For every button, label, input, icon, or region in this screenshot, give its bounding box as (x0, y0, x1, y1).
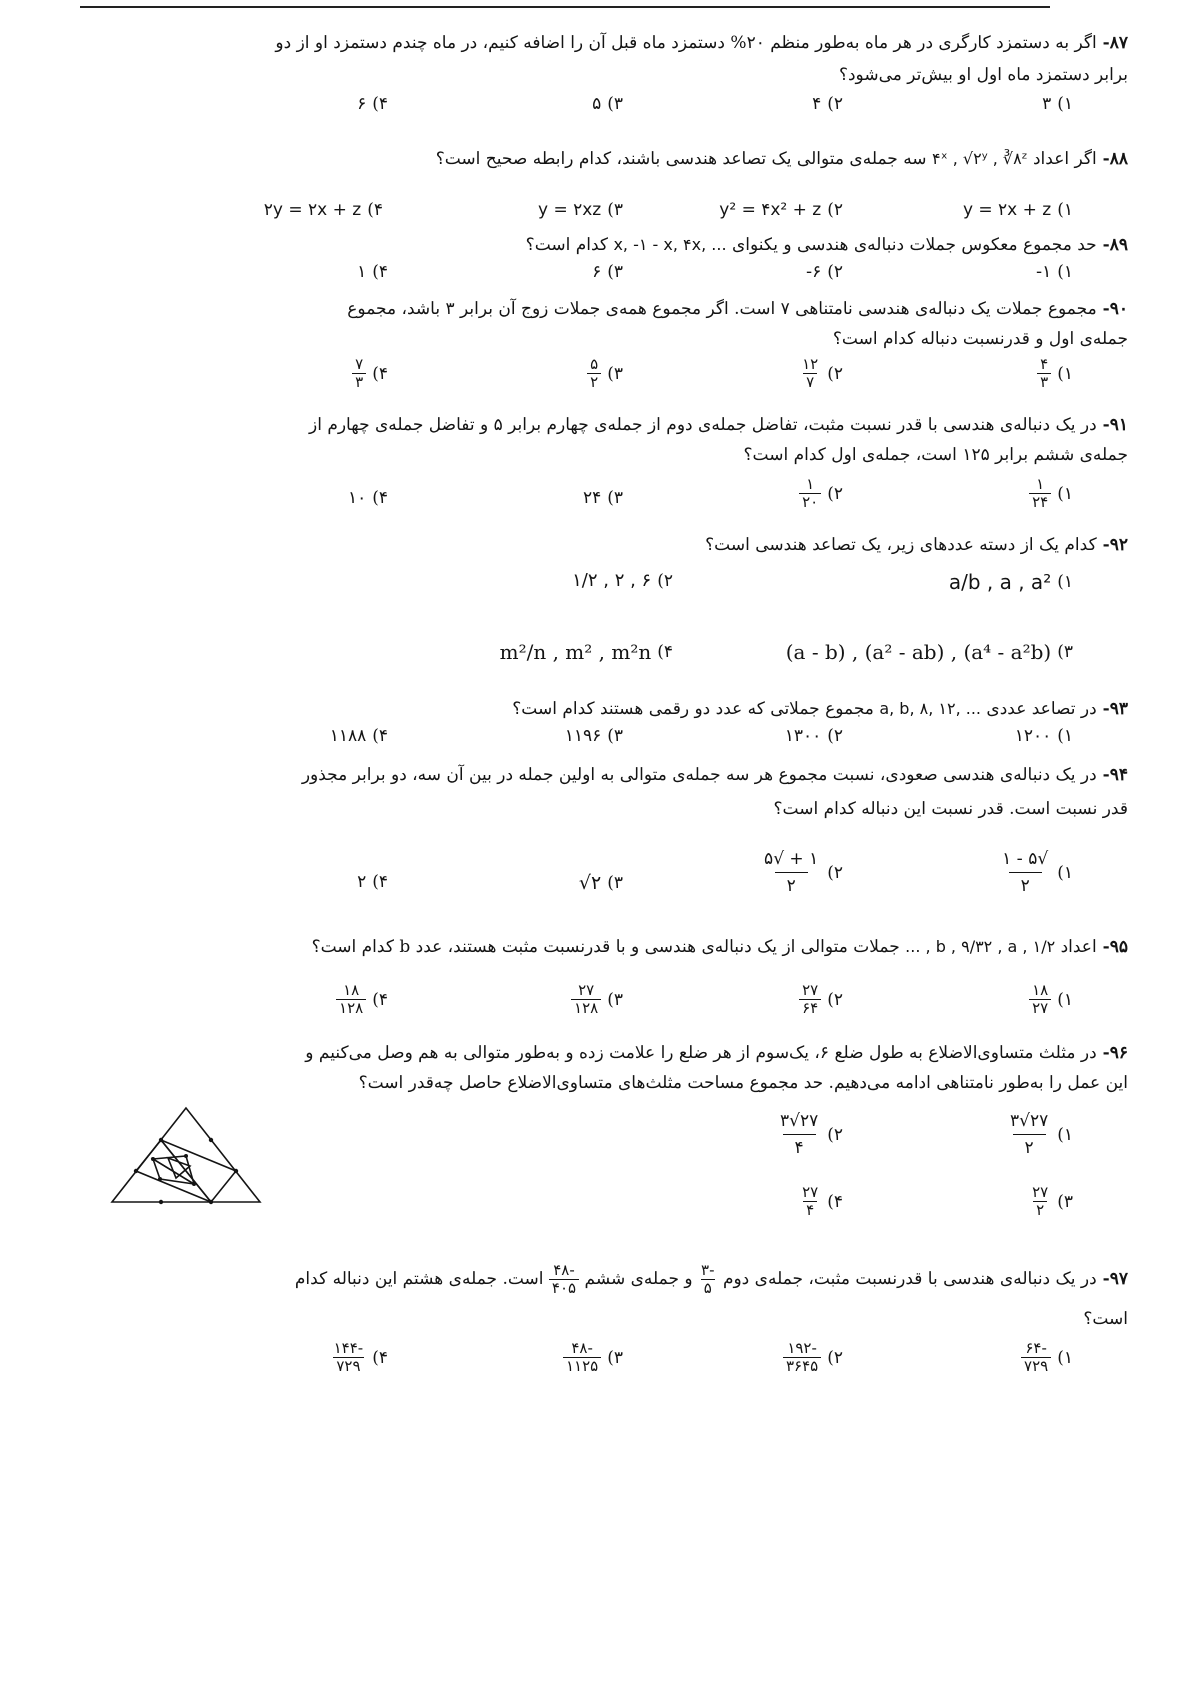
question-number: ۹۳- (1102, 699, 1128, 719)
question-97-options (88, 1340, 1128, 1386)
option-4[interactable]: ۴) ۶ (357, 94, 388, 114)
option-2[interactable]: ۲) $\frac{۱}{۲۰}$ (799, 476, 843, 511)
option-4[interactable]: ۴) $\frac{۷}{۳}$ (352, 356, 388, 391)
option-2[interactable]: ۲) ۱۳۰۰ (784, 726, 843, 746)
question-96-line1: ۹۶-در مثلث متساوی‌الاضلاع به طول ضلع ۶، یک‌سوم از هر ضلع را علامت زده و به‌طور متوالی به هم وصل می‌کنیم و (305, 1043, 1128, 1063)
option-1[interactable]: ۱) $\frac{-۶۴}{۷۲۹}$ (1021, 1340, 1073, 1375)
triangle-figure-svg (108, 1106, 264, 1206)
second-term-fraction: $\frac{-۳}{۵}$ (701, 1261, 715, 1297)
option-3[interactable]: ۳) $\frac{۲۷}{۱۲۸}$ (571, 982, 623, 1017)
question-95-options (88, 982, 1128, 1028)
question-number: ۸۸- (1102, 149, 1128, 169)
option-2[interactable]: ۲) ۴ (812, 94, 843, 114)
option-3[interactable]: ۳) $\frac{۲۷}{۲}$ (1032, 1183, 1073, 1219)
question-88-line1: ۸۸-اگر اعداد ۴ˣ , √۲ʸ , ∛۸ᶻ سه جمله‌ی متوالی یک تصاعد هندسی باشند، کدام رابطه صحیح است؟ (88, 146, 1128, 172)
option-2[interactable]: ۲) $\frac{-۱۹۲}{۳۶۴۵}$ (783, 1340, 843, 1375)
question-94-line1: ۹۴-در یک دنباله‌ی هندسی صعودی، نسبت مجموع هر سه جمله‌ی متوالی به اولین جمله در بین آن سه، دو برابر مجذور (301, 765, 1128, 785)
option-1[interactable]: ۱) -۱ (1035, 262, 1073, 282)
question-number: ۸۷- (1102, 33, 1128, 53)
option-2[interactable]: ۲) ۱/۲ , ۲ , ۶ (572, 570, 673, 591)
option-3[interactable]: ۳) y = ۲xz (537, 200, 623, 220)
option-3[interactable]: ۳) ۵ (592, 94, 623, 114)
question-number: ۹۶- (1102, 1043, 1128, 1063)
option-1[interactable]: ۱) $\frac{۱۸}{۲۷}$ (1029, 982, 1073, 1017)
question-92-options-row2 (88, 640, 1128, 680)
question-number: ۹۱- (1102, 415, 1128, 435)
question-number: ۹۴- (1102, 765, 1128, 785)
option-4[interactable]: ۴) m²/n , m² , m²n (499, 640, 673, 664)
question-92-options-row1 (88, 570, 1128, 610)
option-3[interactable]: ۳) √۲ (578, 872, 623, 894)
option-2[interactable]: ۲) -۶ (805, 262, 843, 282)
math-expression: a, b, ۸, ۱۲, ... (879, 699, 981, 718)
question-95-line1: ۹۵-اعداد ... , b , ۹/۳۲ , a , ۱/۲ جملات متوالی از یک دنباله‌ی هندسی و با قدرنسبت مثبت هستند، عدد b کدام است؟ (88, 934, 1128, 960)
question-89-options (88, 262, 1128, 290)
question-number: ۸۹- (1102, 235, 1128, 255)
question-87-line1: ۸۷-اگر به دستمزد کارگری در هر ماه به‌طور منظم ۲۰% دستمزد ماه قبل آن را اضافه کنیم، در ماه چندم دستمزد او از دو (275, 33, 1128, 53)
option-3[interactable]: ۳) ۶ (592, 262, 623, 282)
option-1[interactable]: ۱) ۳ (1042, 94, 1073, 114)
option-3[interactable]: ۳) (a - b) , (a² - ab) , (a⁴ - a²b) (785, 640, 1073, 664)
question-92-line1: ۹۲-کدام یک از دسته عددهای زیر، یک تصاعد هندسی است؟ (705, 535, 1128, 555)
option-4[interactable]: ۴) ۱۰ (347, 488, 388, 508)
question-94-line2: قدر نسبت است. قدر نسبت این دنباله کدام است؟ (773, 799, 1128, 819)
question-number: ۹۷- (1102, 1269, 1128, 1289)
option-3[interactable]: ۳) ۱۱۹۶ (564, 726, 623, 746)
question-93-line1: ۹۳-در تصاعد عددی a, b, ۸, ۱۲, ... مجموع جملاتی که عدد دو رقمی هستند کدام است؟ (88, 696, 1128, 722)
option-1[interactable]: ۱) $\frac{۱}{۲۴}$ (1029, 476, 1073, 511)
option-2[interactable]: ۲) y² = ۴x² + z (719, 200, 843, 220)
option-3[interactable]: ۳) ۲۴ (582, 488, 623, 508)
question-89-line1: ۸۹-حد مجموع معکوس جملات دنباله‌ی هندسی و یکنوای x, -۱ - x, ۴x, ... کدام است؟ (88, 232, 1128, 258)
option-4[interactable]: ۴) ۱ (357, 262, 388, 282)
option-4[interactable]: ۴) $\frac{۲۷}{۴}$ (802, 1183, 843, 1219)
question-number: ۹۵- (1102, 937, 1128, 957)
question-87-line2: برابر دستمزد ماه اول او بیش‌تر می‌شود؟ (838, 65, 1128, 85)
option-1[interactable]: ۱) y = ۲x + z (962, 200, 1073, 220)
question-94-options (88, 840, 1128, 910)
question-number: ۹۰- (1102, 299, 1128, 319)
option-4[interactable]: ۴) $\frac{۱۸}{۱۲۸}$ (336, 982, 388, 1017)
top-rule (80, 6, 1050, 8)
option-1[interactable]: ۱) a/b , a , a² (948, 570, 1073, 594)
math-expression: x, -۱ - x, ۴x, ... (613, 235, 727, 254)
question-96-line2: این عمل را به‌طور نامتناهی ادامه می‌دهیم. حد مجموع مساحت مثلث‌های متساوی‌الاضلاع حاصل چه‌قدر است؟ (358, 1073, 1128, 1093)
question-97-line2: است؟ (1083, 1309, 1128, 1329)
option-4[interactable]: ۴) $\frac{-۱۴۴}{۷۲۹}$ (333, 1339, 388, 1375)
option-4[interactable]: ۴) ۲ (357, 872, 388, 892)
option-2[interactable]: ۲) $\frac{۲۷}{۶۴}$ (799, 982, 843, 1017)
math-expression: ۴ˣ , √۲ʸ , ∛۸ᶻ (931, 149, 1028, 168)
math-expression: ... , b , ۹/۳۲ , a , ۱/۲ (905, 937, 1056, 956)
option-2[interactable]: ۲) $\frac{۱۲}{۷}$ (802, 355, 843, 391)
option-4[interactable]: ۴) ۱۱۸۸ (329, 726, 388, 746)
option-4[interactable]: ۴) ۲y = ۲x + z (263, 200, 383, 220)
question-91-line2: جمله‌ی ششم برابر ۱۲۵ است، جمله‌ی اول کدام است؟ (743, 445, 1128, 465)
nested-triangles-figure (108, 1106, 264, 1206)
option-2[interactable]: ۲) $\frac{۱ + √۵}{۲}$ (761, 846, 843, 899)
question-97-line1: ۹۷-در یک دنباله‌ی هندسی با قدرنسبت مثبت، جمله‌ی دوم $\frac{-۳}{۵}$ و جمله‌ی ششم $\frac{-۴۸}{۴۰۵}$ است. جمله‌ی هشتم این دنباله کدام (294, 1261, 1128, 1297)
option-1[interactable]: ۱) $\frac{۴}{۳}$ (1037, 356, 1073, 391)
option-3[interactable]: ۳) $\frac{۵}{۲}$ (587, 356, 623, 391)
question-91-options (88, 476, 1128, 522)
question-93-options (88, 726, 1128, 754)
question-number: ۹۲- (1102, 535, 1128, 555)
question-91-line1: ۹۱-در یک دنباله‌ی هندسی با قدر نسبت مثبت، تفاضل جمله‌ی دوم از جمله‌ی چهارم برابر ۵ و تفاضل جمله‌ی چهارم از (308, 415, 1128, 435)
question-88-options (88, 200, 1128, 228)
sixth-term-fraction: $\frac{-۴۸}{۴۰۵}$ (549, 1262, 579, 1297)
option-2[interactable]: ۲) $\frac{۲۷√۳}{۴}$ (777, 1108, 843, 1161)
option-1[interactable]: ۱) $\frac{۲۷√۳}{۲}$ (1007, 1108, 1073, 1161)
option-3[interactable]: ۳) $\frac{-۴۸}{۱۱۲۵}$ (563, 1340, 623, 1375)
option-1[interactable]: ۱) ۱۲۰۰ (1014, 726, 1073, 746)
question-90-options (88, 356, 1128, 402)
question-90-line2: جمله‌ی اول و قدرنسبت دنباله کدام است؟ (832, 329, 1128, 349)
question-90-line1: ۹۰-مجموع جملات یک دنباله‌ی هندسی نامتناهی ۷ است. اگر مجموع همه‌ی جملات زوج آن برابر ۳ باشد، مجموع (347, 299, 1128, 319)
option-1[interactable]: ۱) $\frac{√۵ - ۱}{۲}$ (999, 846, 1073, 899)
question-87-options (88, 94, 1128, 122)
